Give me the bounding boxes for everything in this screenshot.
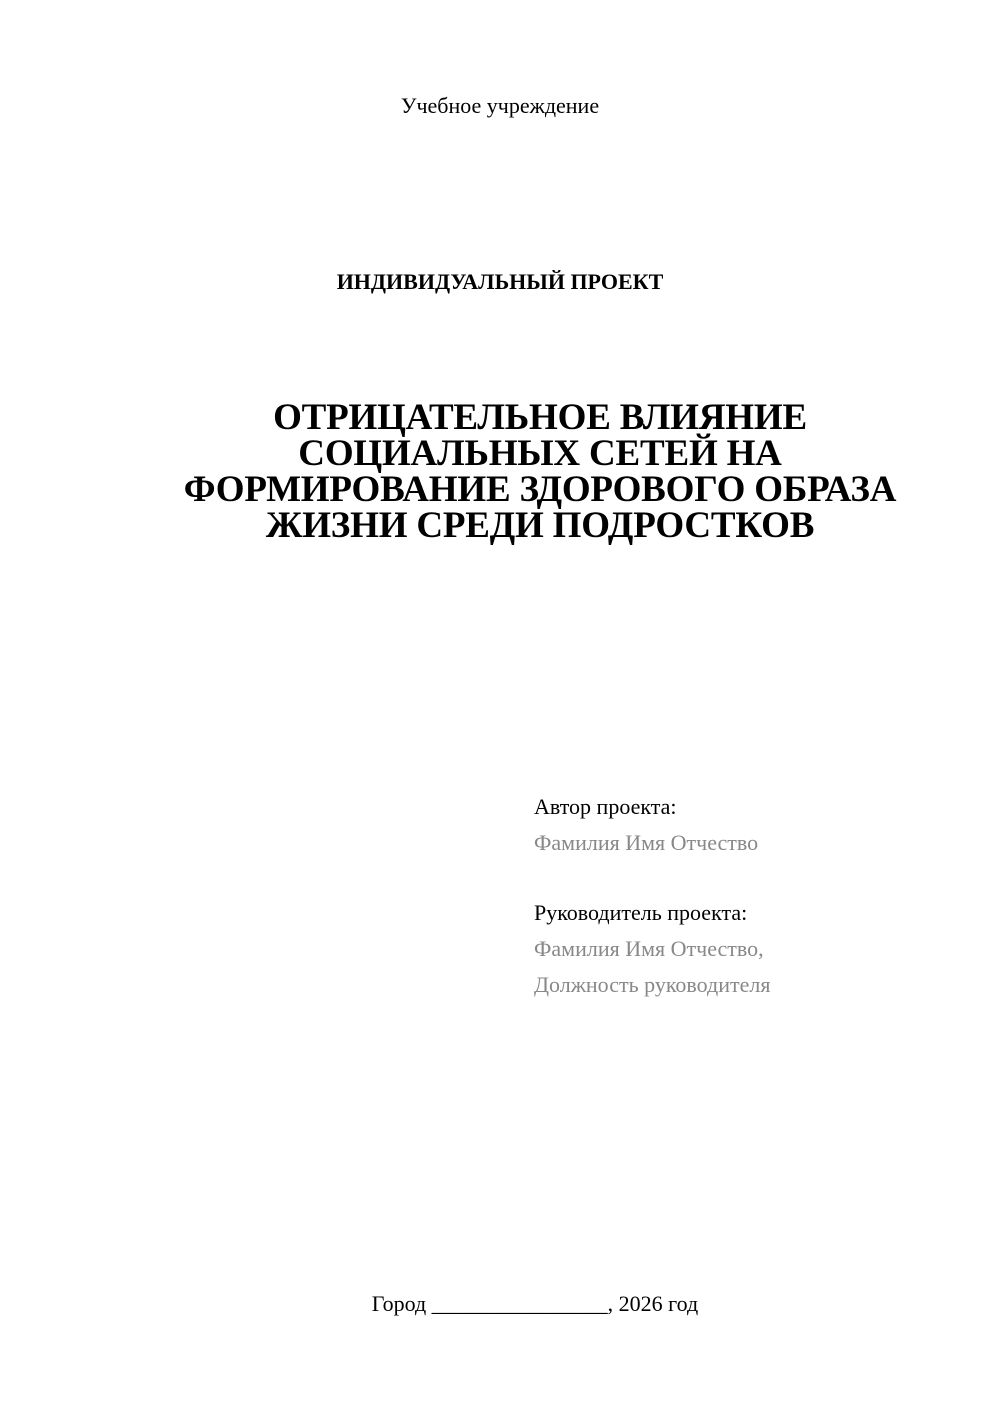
project-title-line: СОЦИАЛЬНЫХ СЕТЕЙ НА	[298, 433, 782, 474]
institution-name: Учебное учреждение	[400, 93, 600, 118]
project-title-line: ФОРМИРОВАНИЕ ЗДОРОВОГО ОБРАЗА	[183, 469, 897, 510]
credits-spacer	[534, 861, 974, 895]
city-year-line: Город ________________, 2026 год	[371, 1291, 699, 1316]
author-name-placeholder: Фамилия Имя Отчество	[534, 830, 759, 855]
credits-block	[534, 789, 974, 1003]
author-label: Автор проекта:	[534, 794, 677, 819]
supervisor-position-placeholder: Должность руководителя	[534, 972, 771, 997]
project-title-line: ОТРИЦАТЕЛЬНОЕ ВЛИЯНИЕ	[273, 397, 807, 438]
project-title	[110, 397, 970, 546]
supervisor-label: Руководитель проекта:	[534, 900, 748, 925]
supervisor-name-placeholder: Фамилия Имя Отчество,	[534, 936, 764, 961]
project-type-heading: ИНДИВИДУАЛЬНЫЙ ПРОЕКТ	[336, 269, 664, 294]
project-title-line: ЖИЗНИ СРЕДИ ПОДРОСТКОВ	[265, 505, 815, 546]
